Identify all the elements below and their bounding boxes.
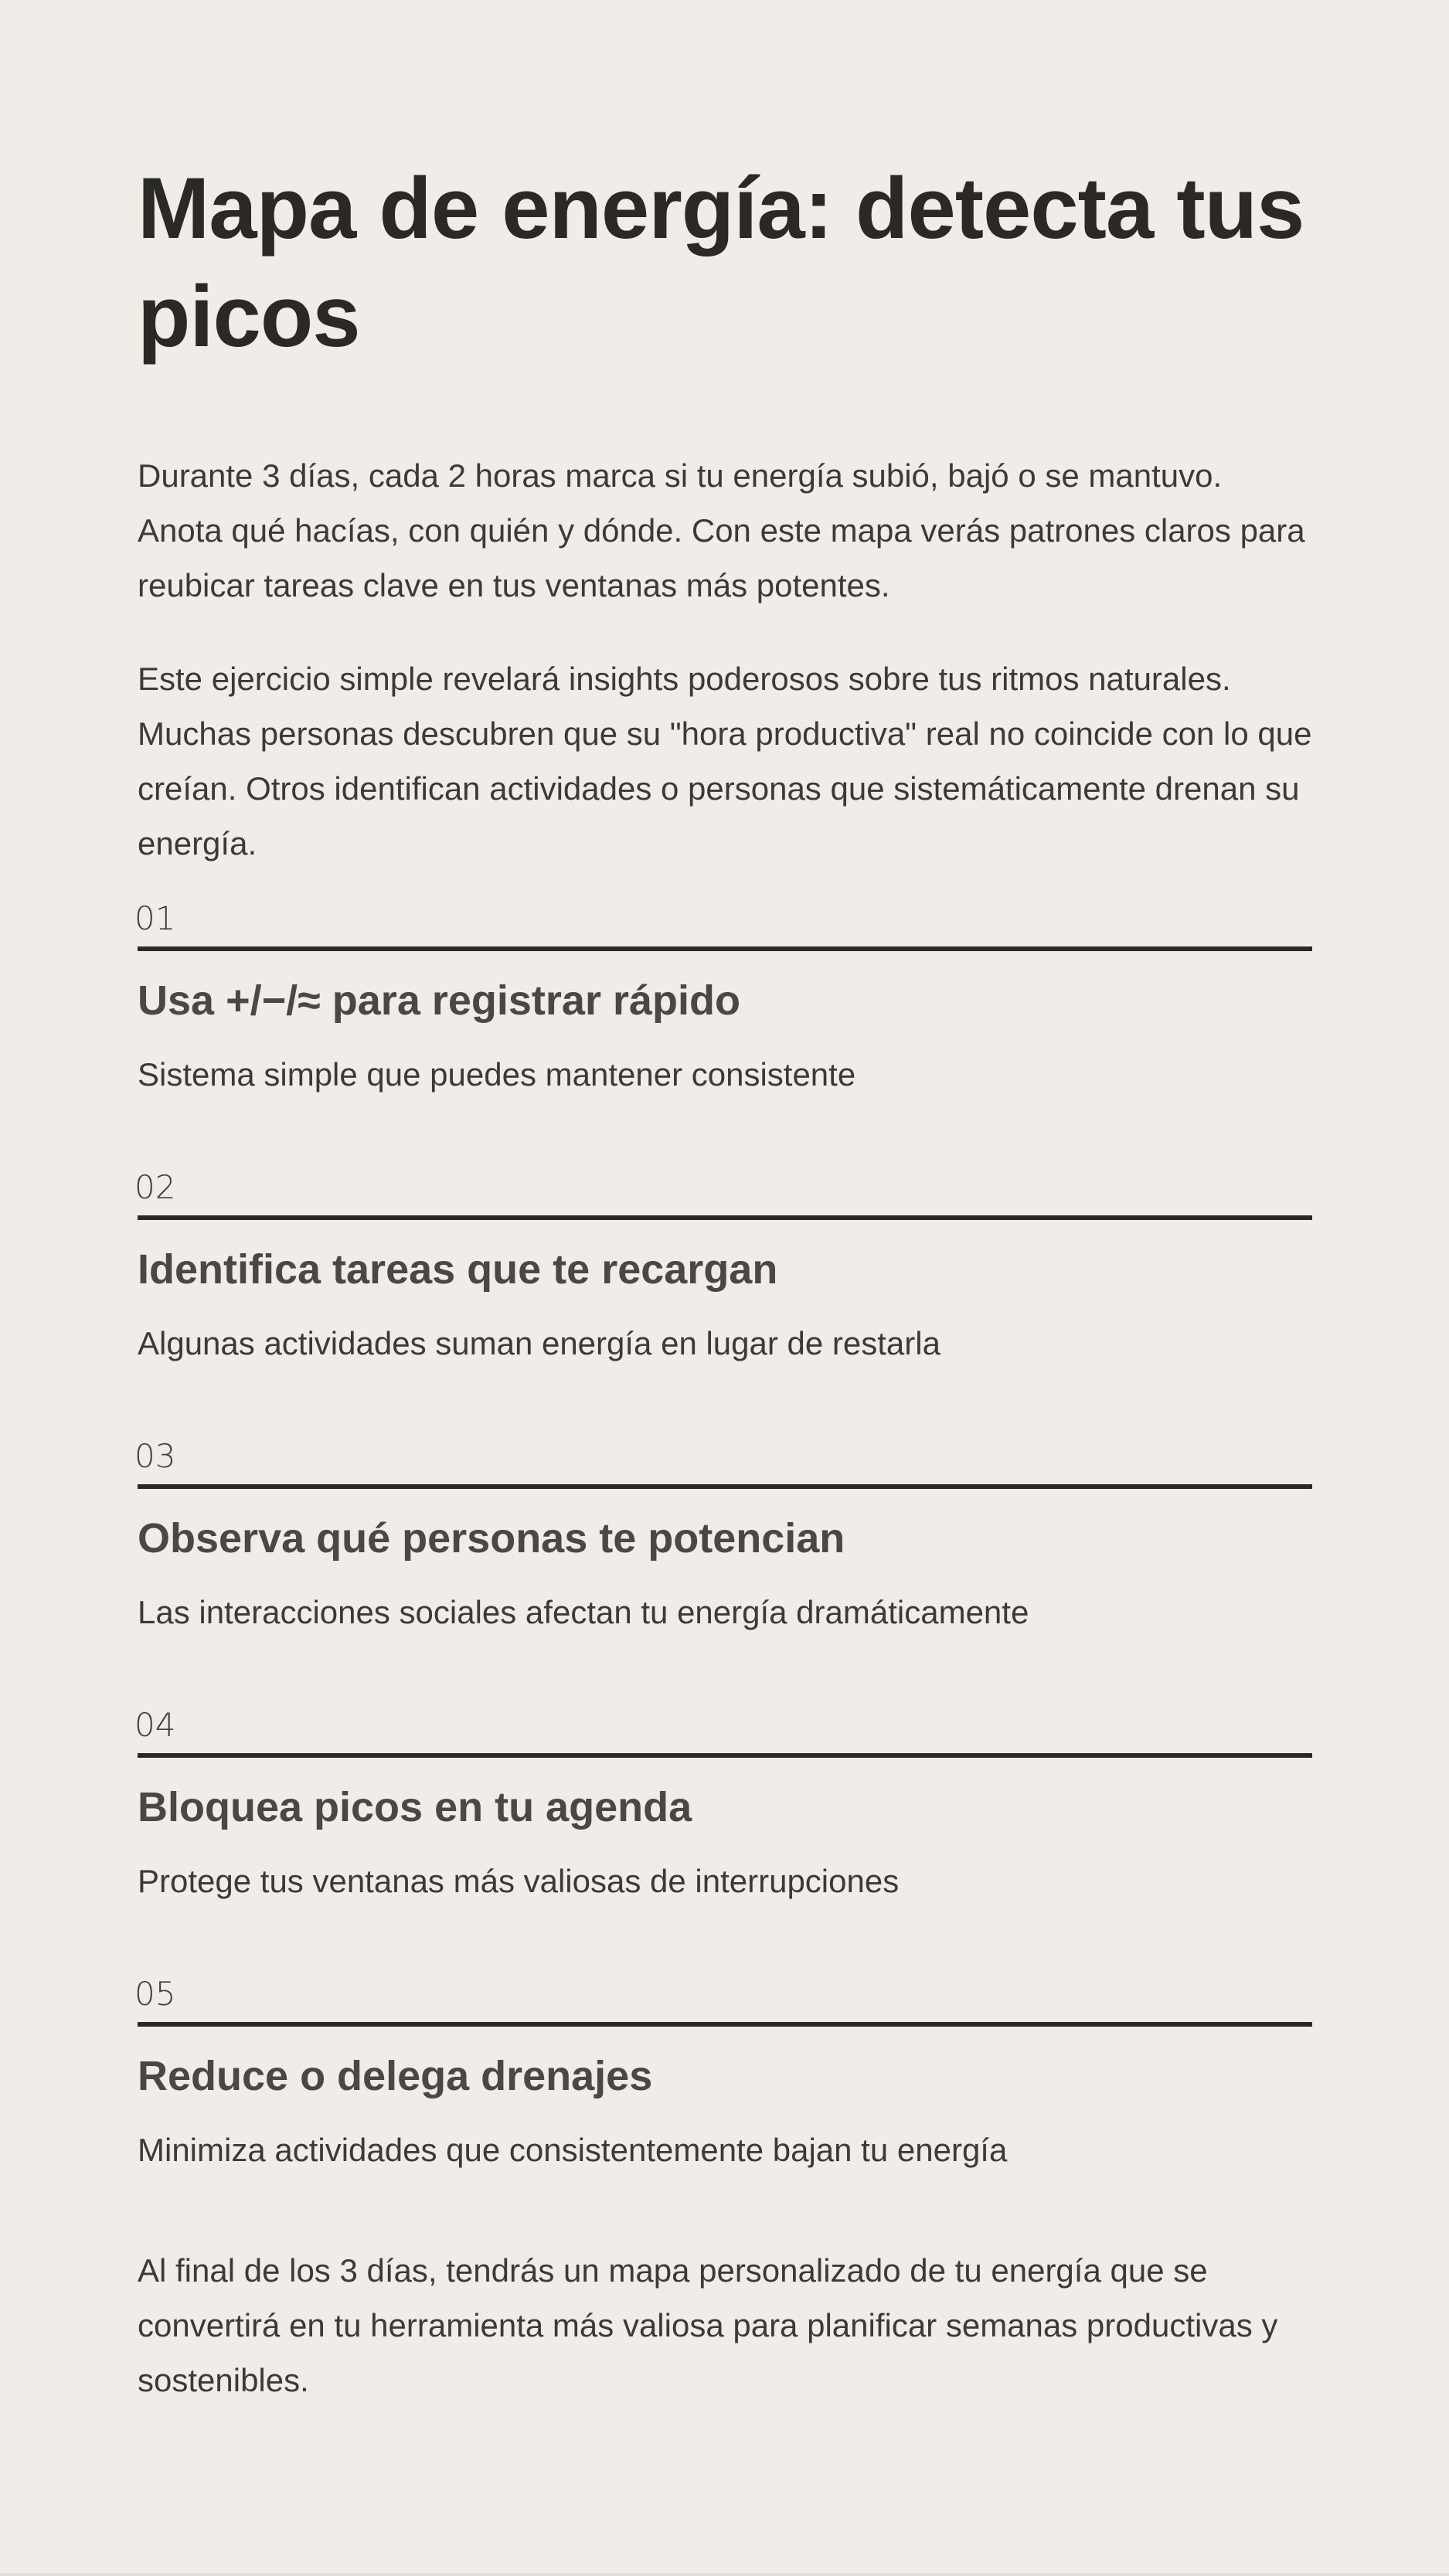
step-divider	[138, 1753, 1312, 1758]
intro-paragraph: Este ejercicio simple revelará insights poderosos sobre tus ritmos naturales. Muchas personas descubren que su "hora productiva" real no coincide con lo que creían. Otros identifican actividades o personas que sistemáticamente drenan su energía.	[138, 661, 1312, 861]
steps-list	[134, 899, 1312, 2243]
step-divider	[138, 1215, 1312, 1220]
step-item	[134, 1974, 1312, 2243]
step-title: Identifica tareas que te recargan	[138, 1246, 778, 1293]
step-title: Bloquea picos en tu agenda	[138, 1784, 692, 1830]
step-title: Usa +/−/≈ para registrar rápido	[138, 977, 740, 1024]
step-item	[134, 1705, 1312, 1974]
step-item	[134, 899, 1312, 1167]
step-number: 05	[134, 1975, 176, 2013]
step-description: Sistema simple que puedes mantener consistente	[138, 1056, 856, 1093]
step-divider	[138, 2022, 1312, 2027]
step-item	[134, 1167, 1312, 1436]
step-description: Algunas actividades suman energía en lugar de restarla	[138, 1325, 940, 1361]
step-divider	[138, 946, 1312, 951]
step-item	[134, 1436, 1312, 1705]
intro-section	[138, 448, 1312, 871]
step-number: 03	[134, 1437, 176, 1475]
step-title: Reduce o delega drenajes	[138, 2053, 653, 2099]
step-number: 01	[134, 899, 176, 937]
step-title: Observa qué personas te potencian	[138, 1515, 845, 1562]
step-number: 04	[134, 1706, 176, 1744]
article	[134, 155, 1312, 2408]
step-divider	[138, 1484, 1312, 1489]
closing-paragraph: Al final de los 3 días, tendrás un mapa personalizado de tu energía que se convertirá en tu herramienta más valiosa para planificar semanas productivas y sostenibles.	[138, 2252, 1278, 2398]
page-bottom-border	[0, 2573, 1449, 2576]
step-number: 02	[134, 1168, 176, 1206]
step-description: Minimiza actividades que consistentemente bajan tu energía	[138, 2132, 1008, 2168]
step-description: Las interacciones sociales afectan tu energía dramáticamente	[138, 1594, 1029, 1630]
intro-paragraph: Durante 3 días, cada 2 horas marca si tu energía subió, bajó o se mantuvo. Anota qué hacías, con quién y dónde. Con este mapa verás patrones claros para reubicar tareas clave en tus ventanas más potentes.	[138, 457, 1305, 603]
page-title: Mapa de energía: detecta tus picos	[138, 160, 1304, 365]
step-description: Protege tus ventanas más valiosas de interrupciones	[138, 1863, 900, 1899]
